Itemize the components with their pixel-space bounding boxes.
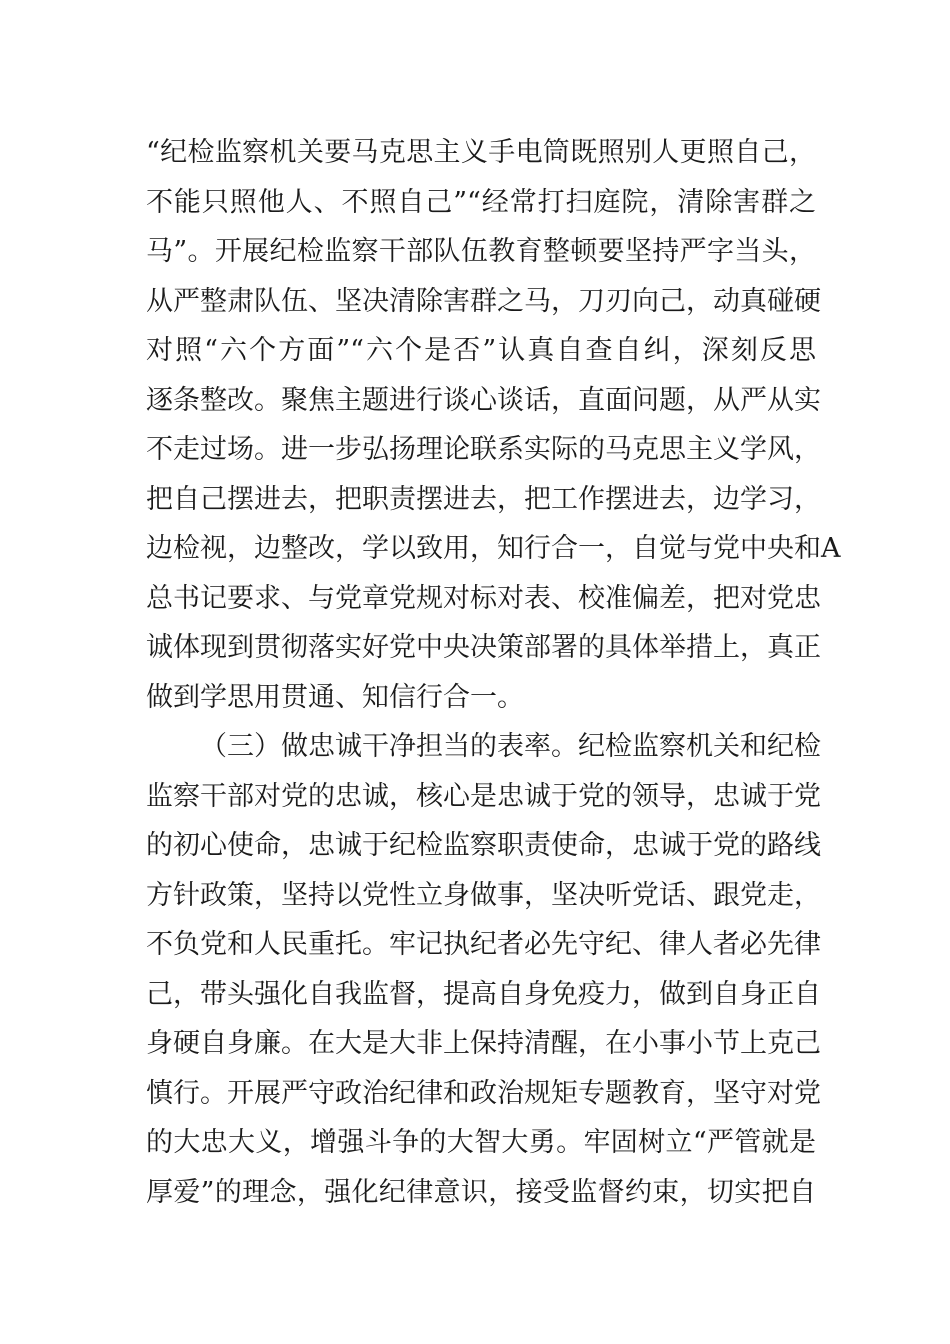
section-heading-line: （三）做忠诚干净担当的表率。纪检监察机关和纪检 [200, 731, 821, 762]
text-line: 方针政策，坚持以党性立身做事，坚决听党话、跟党走， [146, 879, 821, 911]
text-line: 己，带头强化自我监督，提高自身免疫力，做到自身正自 [146, 978, 821, 1010]
text-line: 边检视，边整改，学以致用，知行合一，自觉与党中央和A [146, 533, 841, 564]
text-line: 厚爱”的理念，强化纪律意识，接受监督约束，切实把自 [146, 1176, 816, 1208]
text-line: 的大忠大义，增强斗争的大智大勇。牢固树立“严管就是 [146, 1127, 816, 1158]
document-body [146, 128, 841, 1217]
text-line: 监察干部对党的忠诚，核心是忠诚于党的领导，忠诚于党 [146, 780, 821, 812]
text-line: 的初心使命，忠诚于纪检监察职责使命，忠诚于党的路线 [146, 830, 821, 861]
text-line-paragraph-end: 做到学思用贯通、知信行合一。 [146, 681, 524, 713]
text-line: 不负党和人民重托。牢记执纪者必先守纪、律人者必先律 [146, 929, 821, 960]
text-line: 从严整肃队伍、坚决清除害群之马，刀刃向己，动真碰硬 [146, 285, 821, 317]
text-line: 马”。开展纪检监察干部队伍教育整顿要坚持严字当头， [146, 236, 816, 267]
text-line: 不能只照他人、不照自己”“经常打扫庭院，清除害群之 [146, 186, 816, 218]
text-line: 诚体现到贯彻落实好党中央决策部署的具体举措上，真正 [146, 632, 821, 663]
text-line: 对照“六个方面”“六个是否”认真自查自纠，深刻反思 [146, 335, 816, 366]
text-line: 慎行。开展严守政治纪律和政治规矩专题教育，坚守对党 [146, 1077, 821, 1109]
text-line: 逐条整改。聚焦主题进行谈心谈话，直面问题，从严从实 [146, 384, 821, 416]
text-line: 把自己摆进去，把职责摆进去，把工作摆进去，边学习， [146, 483, 821, 515]
text-line: “纪检监察机关要马克思主义手电筒既照别人更照自己， [146, 137, 816, 168]
text-line: 总书记要求、与党章党规对标对表、校准偏差，把对党忠 [146, 582, 821, 614]
text-line: 身硬自身廉。在大是大非上保持清醒，在小事小节上克己 [146, 1028, 821, 1059]
text-line: 不走过场。进一步弘扬理论联系实际的马克思主义学风， [146, 434, 821, 465]
